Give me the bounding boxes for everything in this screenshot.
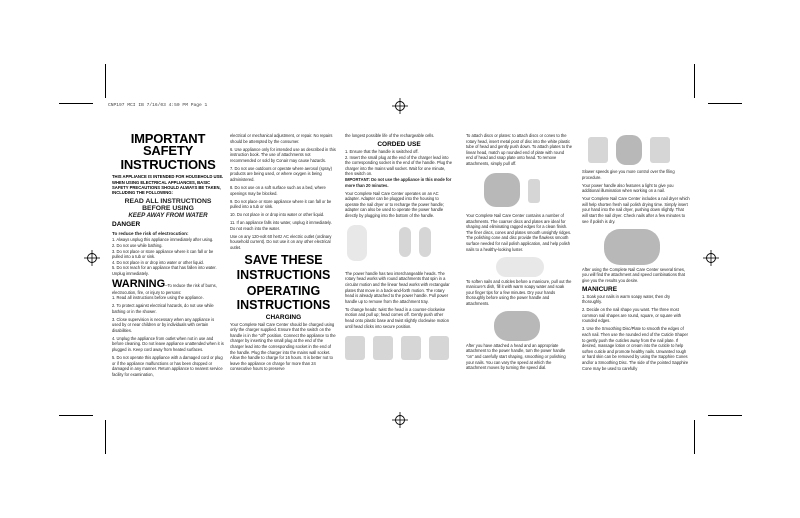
manicure-heading: MANICURE (582, 285, 618, 293)
column-3 (345, 133, 453, 362)
attachment-image (588, 137, 608, 163)
warning-heading (112, 279, 224, 296)
product-illustration-area (345, 221, 453, 267)
paragraph: Your power handle also features a light to give you additional illumination when working on a nail. (582, 182, 674, 194)
paragraph: Your Complete Nail Care Center contains a number of attachments. The coarser discs and plates are ideal for shaping and eliminating ragged edges for a clean finish. The finer discs, cones and plates smooth unsightly ridges. The polishing cone and disc provide the flawless smooth surface needed for nail polish application, and help polish nails to a healthy-looking luster. (466, 212, 572, 252)
nail-dryer-image (604, 229, 660, 265)
list-item: 1. Soak your nails in warm soapy water, then dry thoroughly. (582, 293, 671, 305)
crop-mark (59, 415, 93, 416)
power-handle-image (347, 225, 367, 261)
list-item: 7. Do not use outdoors or operate where aerosol (spray) products are being used, or where oxygen is being administered. (230, 165, 332, 182)
attachment-image (528, 179, 540, 203)
step-image (429, 336, 449, 360)
crop-mark (105, 64, 106, 98)
registration-mark-left (84, 250, 100, 266)
list-item: 9. Do not place or store appliance where it can fall or be pulled into a tub or sink. (230, 198, 332, 210)
intro-caps: THIS APPLIANCE IS INTENDED FOR HOUSEHOLD USE. WHEN USING ELECTRICAL APPLIANCES, BASIC SAFETY PRECAUTIONS SHOULD ALWAYS BE TAKEN, INCLUDING THE FOLLOWING: (112, 174, 224, 195)
column-2 (230, 133, 337, 374)
charging-heading: CHARGING (265, 313, 302, 321)
crop-mark (708, 103, 742, 104)
handle-head-image (419, 227, 431, 257)
hand-image (484, 173, 520, 207)
paragraph: After you have attached a head and an appropriate attachment to the power handle, turn the power handle "on" and carefully start shaping, smoothing or polishing your nails. You can vary the speed at which the attachment moves by turning the speed dial. (466, 342, 566, 371)
list-item: 2. Do not use while bathing. (112, 242, 163, 248)
list-item: 1. Always unplug this appliance immediately after using. (112, 237, 214, 243)
paragraph: To change heads: twist the head in a counter-clockwise motion and pull up; head comes off. Gently push other head onto plastic base and twist slightly clockwise motion until head clicks into secure position. (345, 306, 449, 329)
column-4 (466, 133, 572, 373)
list-item: 2. Decide on the nail shape you want. The three most common nail shapes are round, square, or square with rounded edges. (582, 307, 681, 324)
list-item: 10. Do not place in or drop into water or other liquid. (230, 212, 325, 218)
soak-illustration (466, 255, 572, 279)
crop-mark (105, 420, 106, 454)
column-1 (112, 133, 224, 380)
warning-word: WARNING (112, 277, 166, 290)
step-image (401, 336, 421, 360)
read-all-line1: READ ALL INSTRUCTIONS (124, 197, 212, 205)
crop-mark (708, 415, 742, 416)
list-item: 5. Do not operate this appliance with a damaged cord or plug or if the appliance malfunctions or has been dropped or damaged in any manner. Return appliance to nearest service facility for examination, (112, 355, 223, 377)
list-item: 11. If an appliance falls into water, unplug it immediately. Do not reach into the water. (230, 220, 332, 231)
head-change-illustrations (345, 332, 453, 362)
attachment-illustrations (466, 169, 572, 213)
operating-instructions-line2: INSTRUCTIONS (236, 298, 331, 313)
list-item: 5. Do not reach for an appliance that has fallen into water. Unplug immediately. (112, 265, 217, 276)
save-instructions-line1: SAVE THESE (244, 253, 323, 268)
danger-subheading: To reduce the risk of electrocution: (112, 230, 189, 236)
list-item: 2. Insert the small plug at the end of the charger lead into the corresponding socket in the end of the handle. Plug the charger into the mains wall socket. Wait for one minute, then switch on. (345, 154, 452, 177)
paragraph: After using the Complete Nail Care Center several times, you will find the attachment and speed combinations that give you the results you desire. (582, 266, 686, 283)
danger-heading: DANGER (112, 221, 141, 229)
column-5 (582, 133, 690, 374)
list-item: 3. Use the Smoothing Disc/Plate to smooth the edges of each nail. Then use the rounded end of the Cuticle Shaper to gently push the cuticles away from the nail plate. If desired, massage lotion or cream into the cuticle to help soften cuticle and promote healthy nails. Unwanted rough or hard skin can be removed by using the Sapphire Cones and/or a Smoothing Disc. The side of the pointed Sapphire Cone may be used to carefully (582, 326, 689, 371)
page-slug: CNP197 MCI IB 7/16/03 4:50 PM Page 1 (108, 103, 208, 108)
registration-mark-top (392, 98, 408, 114)
list-item: 4. Unplug the appliance from outlet when not in use and before cleaning. Do not leave appliance unattended when it is plugged in. Keep cord away from heated surfaces. (112, 335, 224, 353)
crop-mark (59, 103, 93, 104)
corded-use-heading: CORDED USE (377, 140, 421, 148)
paragraph: the longest possible life of the rechargeable cells. (345, 133, 435, 138)
handle-head-image (399, 227, 411, 257)
paragraph: To soften nails and cuticles before a manicure, pull out the manicure's dish, fill it with warm soapy water and soak your finger tips for a few minutes. Dry your hands thoroughly before using the power handle and attachments. (466, 278, 572, 306)
paragraph: Your Complete Nail Care Center operates on an AC adapter. Adapter can be plugged into the housing to operate the nail dryer or to recharge the power handle; adapter can also be used to operate the power handle directly by plugging into the bottom of the handle. (345, 190, 444, 218)
page-title-line2: INSTRUCTIONS (120, 157, 216, 173)
list-item: 1. Ensure that the handle is switched off. (345, 148, 419, 154)
paragraph: Your Complete Nail Care Center includes a nail dryer which will help shorten fresh nail polish drying time. Simply insert your hand into the nail dryer, pushing down slightly. That will start the nail dryer. Check nails after a few minutes to see if polish is dry. (582, 196, 690, 224)
paragraph: Use on any 120-volt 60 hertz AC electric outlet (ordinary household current). Do not use it on any other electrical outlet. (230, 233, 332, 250)
list-item: 3. Close supervision is necessary when any appliance is used by or near children or by individuals with certain disabilities. (112, 316, 215, 333)
crop-mark (694, 420, 695, 454)
paragraph: electrical or mechanical adjustment, or repair. No repairs should be attempted by the consumer. (230, 133, 333, 144)
paragraph: The power handle has two interchangeable heads. The rotary head works with round attachments that spin in a circular motion and the linear head works with rectangular plates that move in a back-and-forth motion. The rotary head is already attached to the power handle. Pull power handle up to remove from the attachment tray. (345, 270, 450, 304)
list-item: IMPORTANT: Do not use the appliance in this mode for more than 20 minutes. (345, 176, 452, 188)
list-item: 4. Do not place in or drop into water or other liquid. (112, 259, 204, 265)
speed-illustrations (582, 133, 690, 169)
list-item: 3. Do not place or store appliance where it can fall or be pulled into a tub or sink. (112, 248, 214, 260)
read-all-line2: BEFORE USING (142, 204, 194, 212)
registration-mark-bottom (392, 412, 408, 428)
registration-mark-right (703, 250, 719, 266)
attachment-image (650, 137, 670, 163)
attachment-image (616, 135, 642, 165)
warning-subheading: –To reduce the risk of burns, electrocution, fire, or injury to persons: (112, 282, 217, 295)
step-image (345, 336, 365, 360)
paragraph: Your Complete Nail Care Center should be charged using only the charger supplied. Ensure that the switch on the handle is in the "off" position. Connect the appliance to the charger by inserting the small plug at the end of the charger lead into the corresponding socket in the end of the handle. Plug the charger into the mains wall socket. Allow the handle to charge for 16 hours. It is better not to leave the appliance on charge for more than 24 consecutive hours to preserve (230, 321, 336, 372)
list-item: 2. To protect against electrical hazards, do not use while bathing or in the shower. (112, 303, 214, 314)
crop-mark (694, 64, 695, 98)
dish-image (496, 257, 544, 277)
operating-instructions-line1: OPERATING (246, 283, 321, 298)
dryer-illustration (582, 227, 690, 267)
paragraph: Slower speeds give you more control over the filing procedure. (582, 169, 675, 180)
keep-away-heading: KEEP AWAY FROM WATER (128, 212, 208, 219)
manicure-illustration (466, 309, 572, 343)
page-title-line1: IMPORTANT SAFETY (130, 131, 206, 158)
paragraph: To attach discs or plates: to attach discs or cones to the rotary head, insert metal post of disc into the white plastic tube of head and gently push down. To attach plates to the linear head, match up rounded end of plate with round end of head and snap plate onto head. To remove attachments, simply pull off. (466, 133, 572, 166)
list-item: 6. Use appliance only for intended use as described in this instruction book. The use of attachments not recommended or sold by Conair may cause hazards. (230, 146, 336, 163)
save-instructions-line2: INSTRUCTIONS (236, 267, 331, 282)
step-image (373, 336, 393, 360)
list-item: 1. Read all instructions before using the appliance. (112, 295, 204, 301)
list-item: 8. Do not use on a soft surface such as a bed, where openings may be blocked. (230, 184, 326, 196)
hand-image (494, 311, 540, 341)
